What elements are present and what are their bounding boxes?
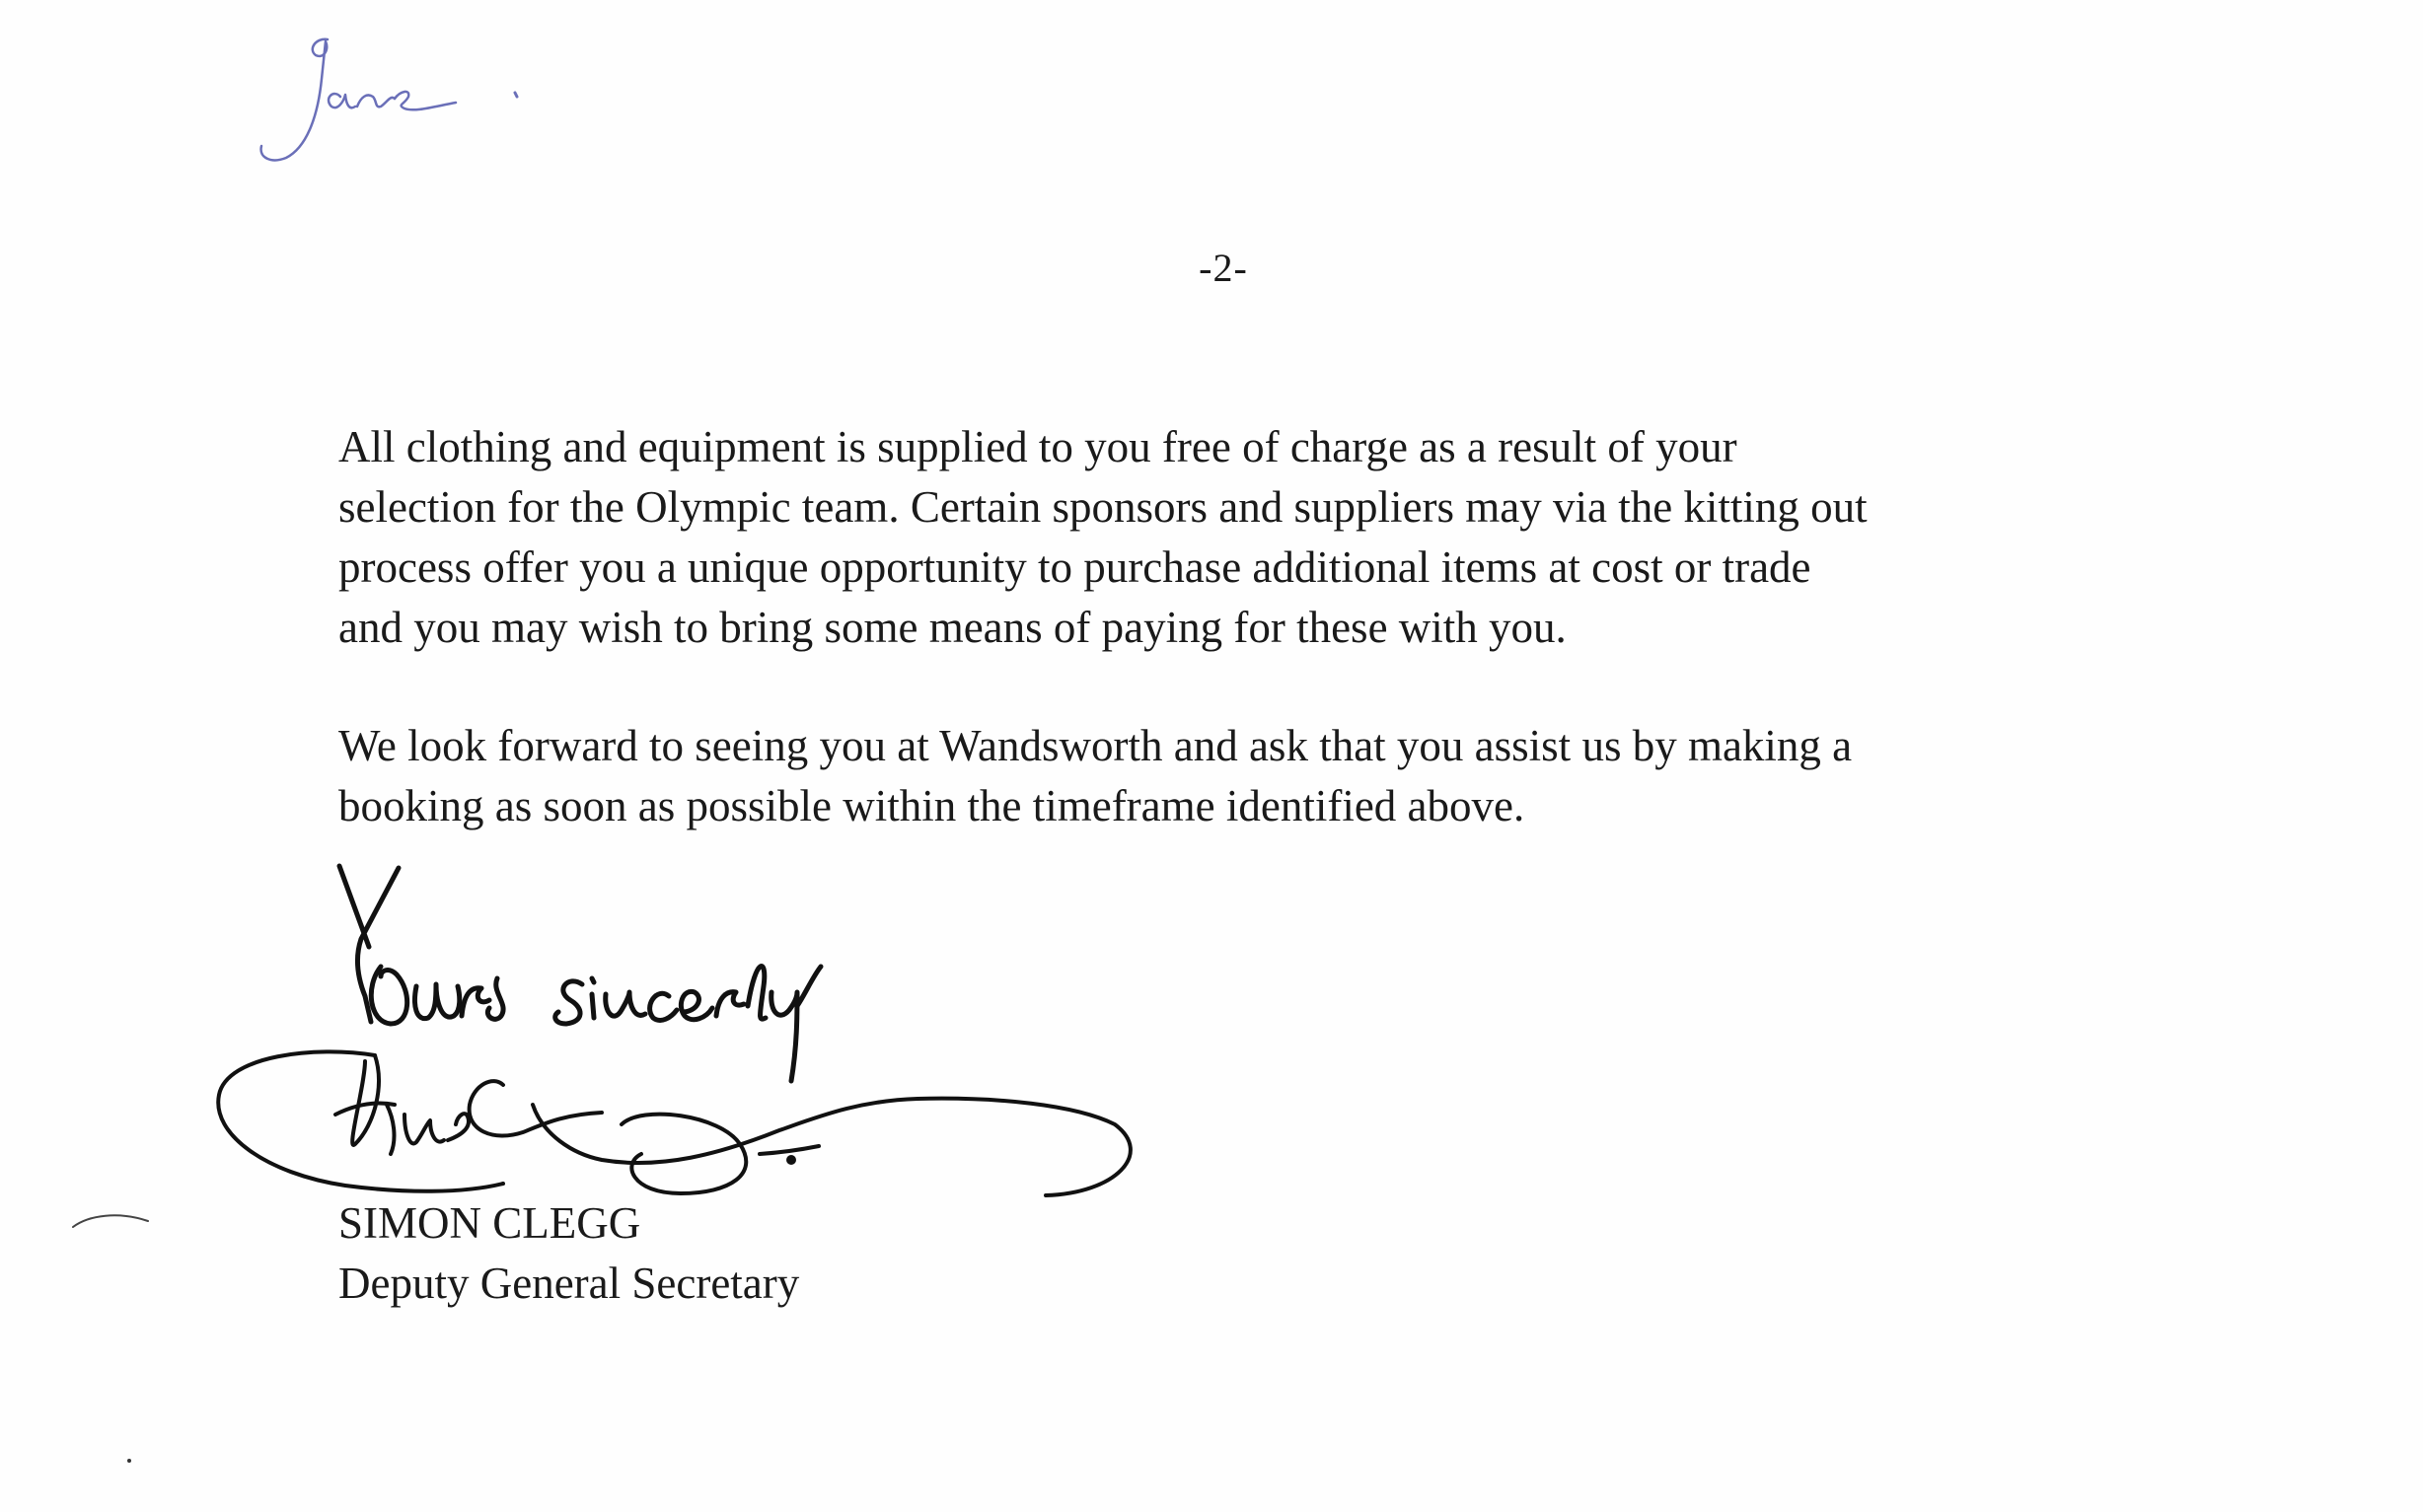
handwritten-note <box>247 20 543 178</box>
paragraph-line: All clothing and equipment is supplied to you free of charge as a result of your <box>338 422 1737 471</box>
paragraph-line: selection for the Olympic team. Certain sponsors and suppliers may via the kitting out <box>338 482 1868 532</box>
paragraph-line: and you may wish to bring some means of paying for these with you. <box>338 603 1567 652</box>
signer-title: Deputy General Secretary <box>338 1259 800 1308</box>
page-number: -2- <box>1199 246 1248 290</box>
paragraph-clothing <box>338 417 2114 658</box>
paragraph-line: We look forward to seeing you at Wandsworth and ask that you assist us by making a <box>338 721 1853 770</box>
signer-name: SIMON CLEGG <box>338 1198 641 1248</box>
paragraph-line: booking as soon as possible within the timeframe identified above. <box>338 781 1525 830</box>
paragraph-line: process offer you a unique opportunity to purchase additional items at cost or trade <box>338 542 1811 592</box>
scan-dot <box>124 1456 134 1466</box>
paragraph-booking <box>338 716 2114 836</box>
scan-mark <box>69 1193 158 1233</box>
